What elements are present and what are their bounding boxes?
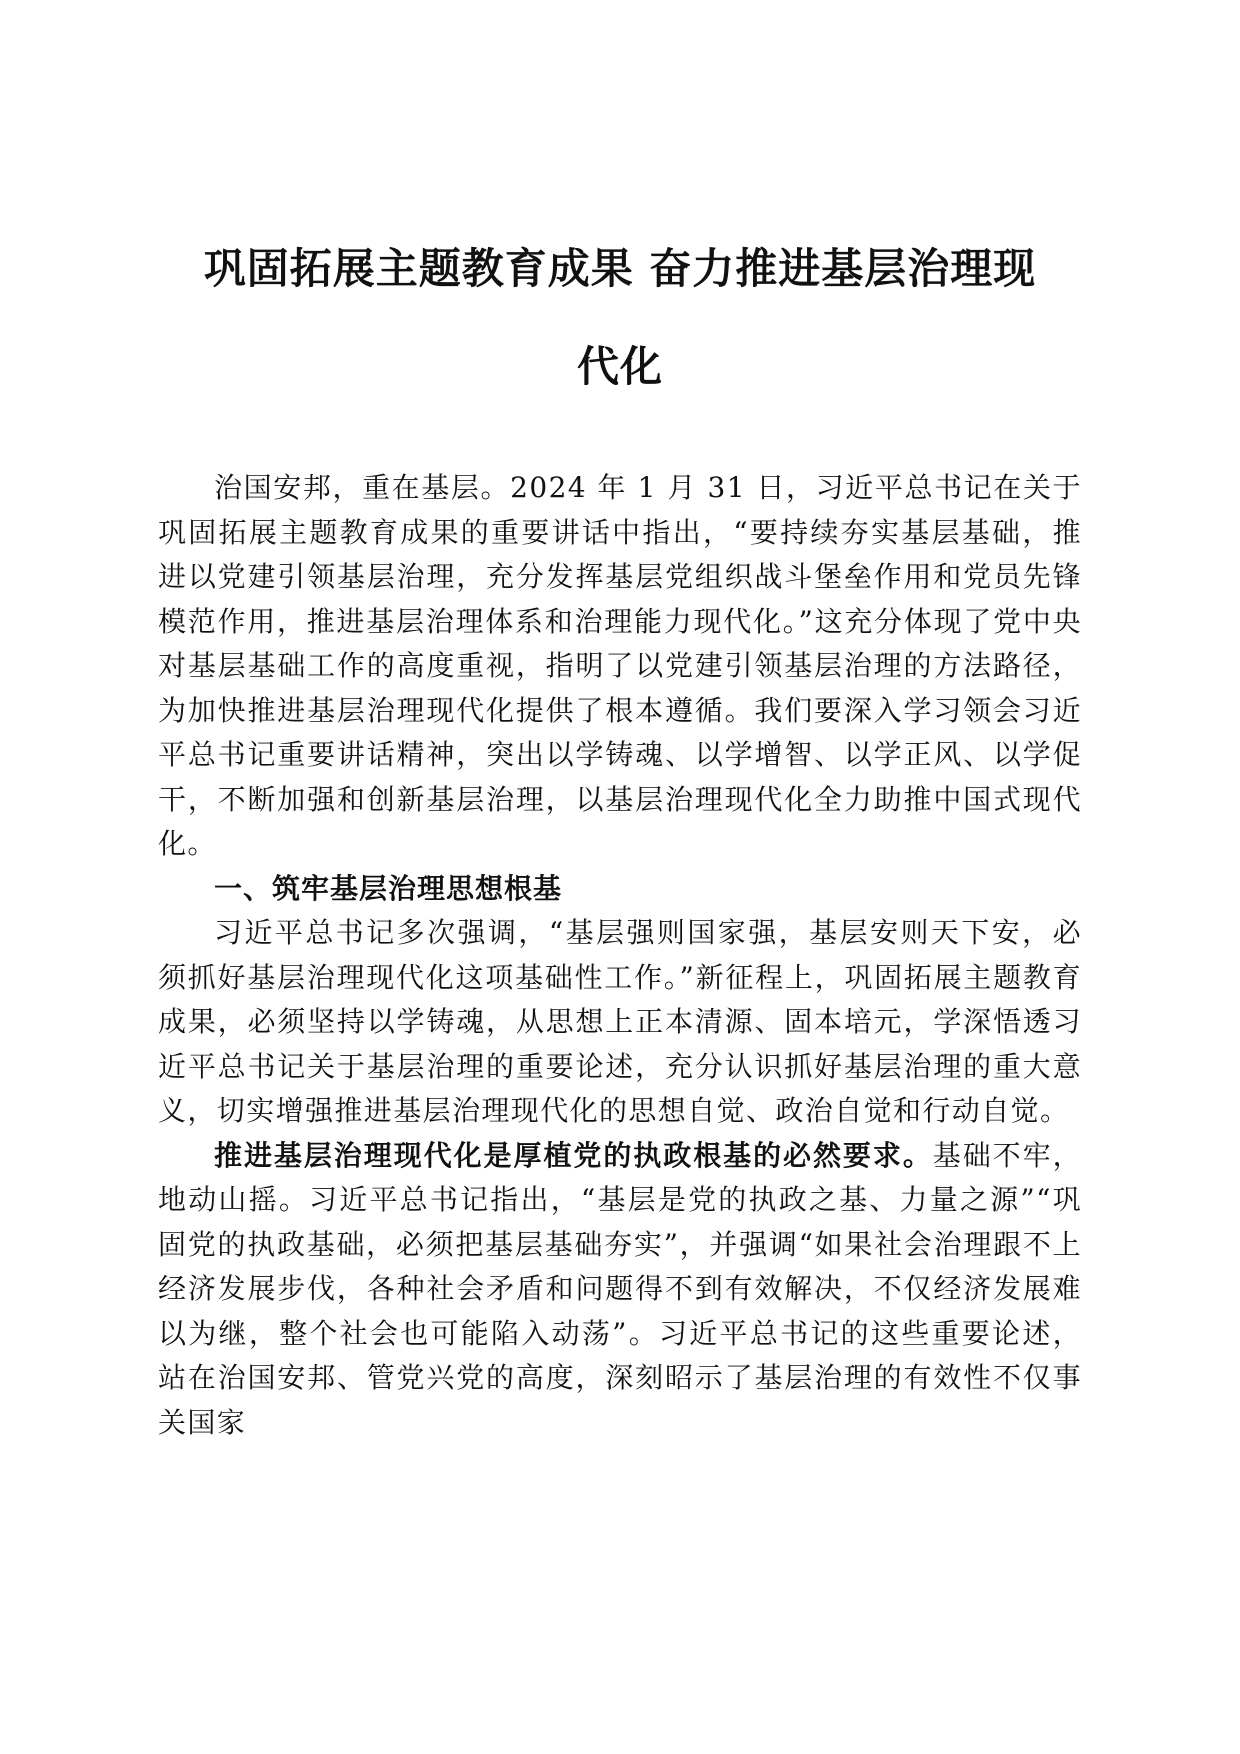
- title-line-1: 巩固拓展主题教育成果 奋力推进基层治理现: [203, 244, 1037, 293]
- paragraph-intro: 治国安邦，重在基层。2024 年 1 月 31 日，习近平总书记在关于巩固拓展主题教育成果的重要讲话中指出，“要持续夯实基层基础，推进以党建引领基层治理，充分发挥基层党组织战斗堡垒作用和党员先锋模范作用，推进基层治理体系和治理能力现代化。”这充分体现了党中央对基层基础工作的高度重视，指明了以党建引领基层治理的方法路径，为加快推进基层治理现代化提供了根本遵循。我们要深入学习领会习近平总书记重要讲话精神，突出以学铸魂、以学增智、以学正风、以学促干，不断加强和创新基层治理，以基层治理现代化全力助推中国式现代化。: [158, 471, 1082, 860]
- document-body: [158, 466, 1082, 1445]
- paragraph-body-text: 基础不牢，地动山摇。习近平总书记指出，“基层是党的执政之基、力量之源”“巩固党的执政基础，必须把基层基础夯实”，并强调“如果社会治理跟不上经济发展步伐，各种社会矛盾和问题得不到有效解决，不仅经济发展难以为继，整个社会也可能陷入动荡”。习近平总书记的这些重要论述，站在治国安邦、管党兴党的高度，深刻昭示了基层治理的有效性不仅事关国家: [158, 1138, 1082, 1439]
- paragraph-lead-sentence: 推进基层治理现代化是厚植党的执政根基的必然要求。: [214, 1138, 933, 1172]
- document-title: [158, 220, 1082, 416]
- paragraph-section-1-point-1: [158, 1134, 1082, 1446]
- paragraph-section-1: 习近平总书记多次强调，“基层强则国家强，基层安则天下安，必须抓好基层治理现代化这项基础性工作。”新征程上，巩固拓展主题教育成果，必须坚持以学铸魂，从思想上正本清源、固本培元，学深悟透习近平总书记关于基层治理的重要论述，充分认识抓好基层治理的重大意义，切实增强推进基层治理现代化的思想自觉、政治自觉和行动自觉。: [158, 916, 1082, 1127]
- title-line-2: 代化: [576, 342, 663, 391]
- document-page: [158, 220, 1082, 1445]
- section-heading-1: 一、筑牢基层治理思想根基: [214, 871, 563, 905]
